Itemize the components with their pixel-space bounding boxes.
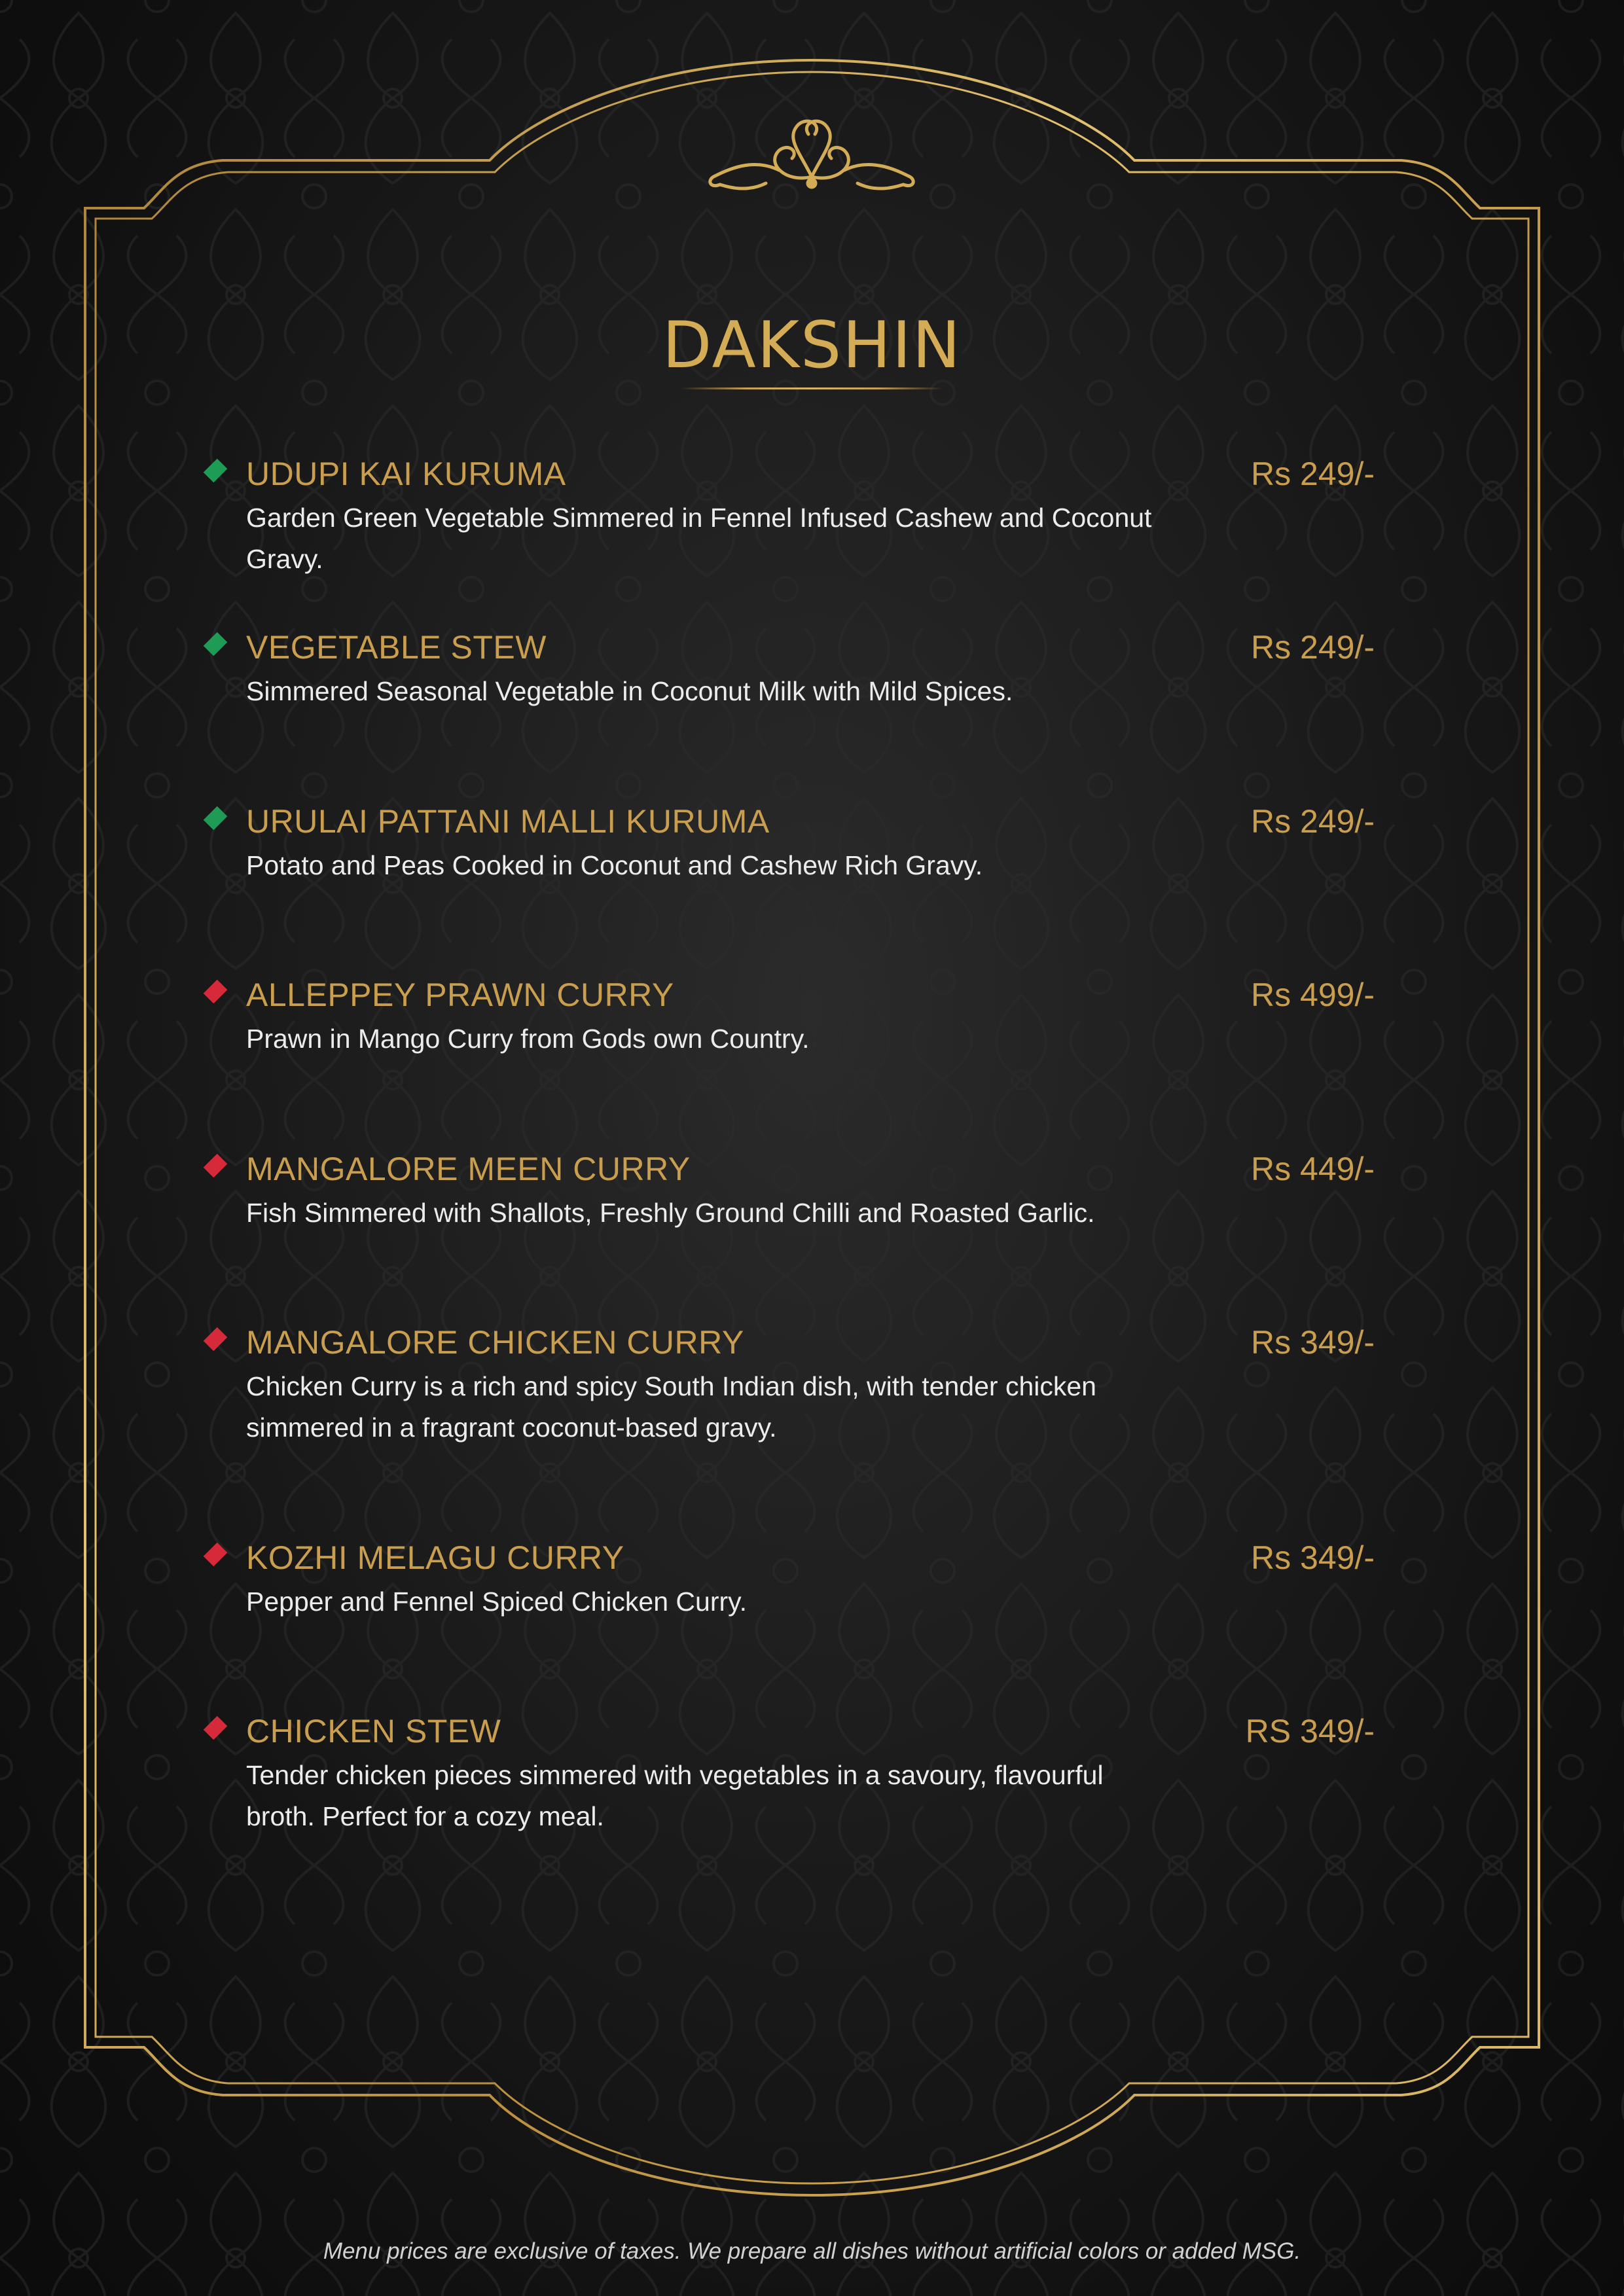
footer-note: Menu prices are exclusive of taxes. We prepare all dishes without artificial colors or added MSG.: [323, 2238, 1301, 2264]
item-description: Potato and Peas Cooked in Coconut and Cashew Rich Gravy.: [246, 850, 983, 880]
item-description: Prawn in Mango Curry from Gods own Country.: [246, 1024, 810, 1054]
item-price: Rs 249/-: [1251, 629, 1375, 666]
nonveg-marker-icon: [204, 1327, 228, 1352]
veg-marker-icon: [204, 632, 228, 656]
nonveg-marker-icon: [204, 1716, 228, 1740]
menu-section-title: DAKSHIN: [662, 308, 962, 383]
item-name: UDUPI KAI KURUMA: [246, 456, 566, 492]
item-price: Rs 349/-: [1251, 1539, 1375, 1576]
nonveg-marker-icon: [204, 1154, 228, 1178]
item-name: URULAI PATTANI MALLI KURUMA: [246, 803, 770, 840]
item-description: Fish Simmered with Shallots, Freshly Ground Chilli and Roasted Garlic.: [246, 1198, 1095, 1228]
item-name: CHICKEN STEW: [246, 1713, 501, 1749]
item-price: Rs 249/-: [1251, 456, 1375, 492]
item-description: Pepper and Fennel Spiced Chicken Curry.: [246, 1587, 747, 1617]
item-name: KOZHI MELAGU CURRY: [246, 1539, 624, 1576]
item-description: Simmered Seasonal Vegetable in Coconut Milk with Mild Spices.: [246, 676, 1013, 706]
item-price: Rs 449/-: [1251, 1151, 1375, 1187]
item-name: MANGALORE CHICKEN CURRY: [246, 1324, 744, 1361]
nonveg-marker-icon: [204, 980, 228, 1004]
item-price: Rs 349/-: [1251, 1324, 1375, 1361]
item-description: Garden Green Vegetable Simmered in Fennel Infused Cashew and Coconut Gravy.: [246, 503, 1152, 574]
item-name: ALLEPPEY PRAWN CURRY: [246, 977, 674, 1013]
item-name: VEGETABLE STEW: [246, 629, 547, 666]
veg-marker-icon: [204, 806, 228, 831]
item-price: Rs 499/-: [1251, 977, 1375, 1013]
item-price: Rs 249/-: [1251, 803, 1375, 840]
item-name: MANGALORE MEEN CURRY: [246, 1151, 691, 1187]
nonveg-marker-icon: [204, 1543, 228, 1567]
item-description: Tender chicken pieces simmered with vegetables in a savoury, flavourful broth. Perfect for a cozy meal.: [246, 1760, 1104, 1831]
item-price: RS 349/-: [1245, 1713, 1375, 1749]
item-description: Chicken Curry is a rich and spicy South Indian dish, with tender chicken simmered in a fragrant coconut-based gravy.: [246, 1371, 1096, 1443]
veg-marker-icon: [204, 459, 228, 483]
